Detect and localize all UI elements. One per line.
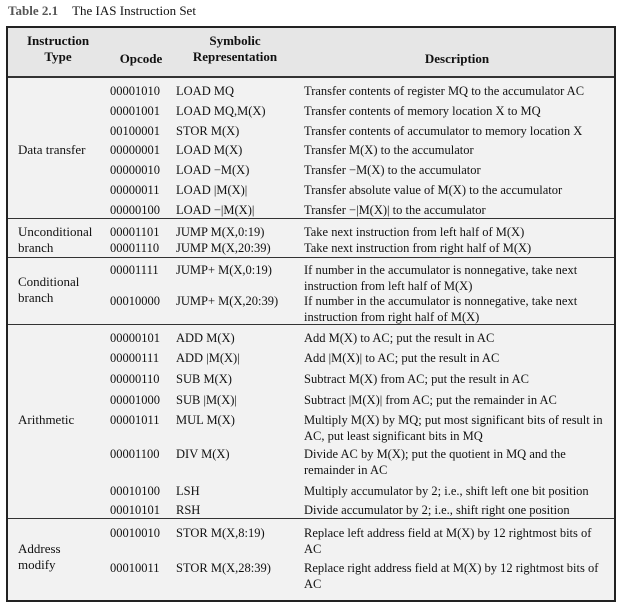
group-separator <box>8 518 614 519</box>
instruction-type: Conditional branch <box>18 274 80 305</box>
description-cell: Multiply accumulator by 2; i.e., shift left one bit position <box>304 484 589 498</box>
description-cell: Divide accumulator by 2; i.e., shift right one position <box>304 503 570 517</box>
description-cell: Multiply M(X) by MQ; put most significant bits of result in AC, put least significant bits in MQ <box>304 413 603 443</box>
table-caption <box>8 3 196 19</box>
symbolic-cell: JUMP+ M(X,0:19) <box>176 263 272 277</box>
symbolic-cell: ADD |M(X)| <box>176 351 240 365</box>
description-cell: Replace right address field at M(X) by 12 rightmost bits of AC <box>304 561 599 591</box>
opcode-cell: 00001010 <box>110 84 160 98</box>
opcode-cell: 00001100 <box>110 447 160 461</box>
instruction-type: Arithmetic <box>18 412 75 427</box>
symbolic-cell: DIV M(X) <box>176 447 230 461</box>
symbolic-cell: JUMP M(X,20:39) <box>176 241 271 255</box>
opcode-cell: 00010010 <box>110 526 160 540</box>
header-symbolic <box>168 33 302 65</box>
description-cell: If number in the accumulator is nonnegative, take next instruction from right half of M(X) <box>304 294 578 324</box>
opcode-cell: 00010100 <box>110 484 160 498</box>
table-header <box>8 28 614 78</box>
description-cell: Replace left address field at M(X) by 12 rightmost bits of AC <box>304 526 592 556</box>
description-cell: Transfer contents of register MQ to the accumulator AC <box>304 84 585 98</box>
description-cell: Take next instruction from right half of M(X) <box>304 241 532 255</box>
instruction-type: Unconditional branch <box>18 224 93 255</box>
opcode-cell: 00000001 <box>110 143 160 157</box>
symbolic-cell: STOR M(X,8:19) <box>176 526 265 540</box>
opcode-cell: 00100001 <box>110 124 160 138</box>
opcode-cell: 00000010 <box>110 163 160 177</box>
header-symbolic-line2: Representation <box>192 49 278 64</box>
description-cell: Transfer contents of memory location X to MQ <box>304 104 541 118</box>
opcode-cell: 00010000 <box>110 294 160 308</box>
description-cell: Subtract |M(X)| from AC; put the remainder in AC <box>304 393 557 407</box>
description-cell: Subtract M(X) from AC; put the result in AC <box>304 372 529 386</box>
symbolic-cell: ADD M(X) <box>176 331 235 345</box>
symbolic-cell: LOAD MQ <box>176 84 234 98</box>
header-type-line1: Instruction <box>26 33 90 48</box>
instruction-type: Data transfer <box>18 142 86 157</box>
header-opcode: Opcode <box>119 51 163 66</box>
header-description: Description <box>424 51 490 66</box>
opcode-cell: 00010011 <box>110 561 160 575</box>
header-type-line2: Type <box>44 49 72 64</box>
opcode-cell: 00001001 <box>110 104 160 118</box>
symbolic-cell: RSH <box>176 503 201 517</box>
opcode-cell: 00000111 <box>110 351 160 365</box>
opcode-cell: 00000100 <box>110 203 160 217</box>
opcode-cell: 00001000 <box>110 393 160 407</box>
opcode-cell: 00000110 <box>110 372 160 386</box>
symbolic-cell: LSH <box>176 484 200 498</box>
symbolic-cell: LOAD −M(X) <box>176 163 250 177</box>
description-cell: Transfer −|M(X)| to the accumulator <box>304 203 486 217</box>
header-instruction-type <box>8 33 108 65</box>
group-separator <box>8 218 614 219</box>
opcode-cell: 00000011 <box>110 183 160 197</box>
description-cell: Add M(X) to AC; put the result in AC <box>304 331 495 345</box>
symbolic-cell: LOAD MQ,M(X) <box>176 104 266 118</box>
symbolic-cell: SUB |M(X)| <box>176 393 237 407</box>
description-cell: Divide AC by M(X); put the quotient in MQ and the remainder in AC <box>304 447 566 477</box>
table-title: The IAS Instruction Set <box>72 3 196 18</box>
instruction-type: Address modify <box>18 541 61 572</box>
symbolic-cell: LOAD |M(X)| <box>176 183 248 197</box>
description-cell: Take next instruction from left half of M(X) <box>304 225 525 239</box>
group-separator <box>8 257 614 258</box>
symbolic-cell: LOAD −|M(X)| <box>176 203 255 217</box>
description-cell: Transfer absolute value of M(X) to the accumulator <box>304 183 563 197</box>
opcode-cell: 00001101 <box>110 225 160 239</box>
description-cell: If number in the accumulator is nonnegative, take next instruction from left half of M(X) <box>304 263 578 293</box>
description-cell: Add |M(X)| to AC; put the result in AC <box>304 351 500 365</box>
opcode-cell: 00010101 <box>110 503 160 517</box>
symbolic-cell: JUMP+ M(X,20:39) <box>176 294 279 308</box>
description-cell: Transfer −M(X) to the accumulator <box>304 163 481 177</box>
symbolic-cell: JUMP M(X,0:19) <box>176 225 265 239</box>
header-symbolic-line1: Symbolic <box>209 33 261 48</box>
symbolic-cell: SUB M(X) <box>176 372 232 386</box>
symbolic-cell: STOR M(X) <box>176 124 240 138</box>
table-number: Table 2.1 <box>8 3 59 18</box>
opcode-cell: 00001110 <box>110 241 160 255</box>
opcode-cell: 00001011 <box>110 413 160 427</box>
description-cell: Transfer M(X) to the accumulator <box>304 143 474 157</box>
instruction-table <box>6 26 616 602</box>
opcode-cell: 00000101 <box>110 331 160 345</box>
symbolic-cell: LOAD M(X) <box>176 143 243 157</box>
symbolic-cell: STOR M(X,28:39) <box>176 561 271 575</box>
description-cell: Transfer contents of accumulator to memory location X <box>304 124 583 138</box>
symbolic-cell: MUL M(X) <box>176 413 235 427</box>
opcode-cell: 00001111 <box>110 263 159 277</box>
